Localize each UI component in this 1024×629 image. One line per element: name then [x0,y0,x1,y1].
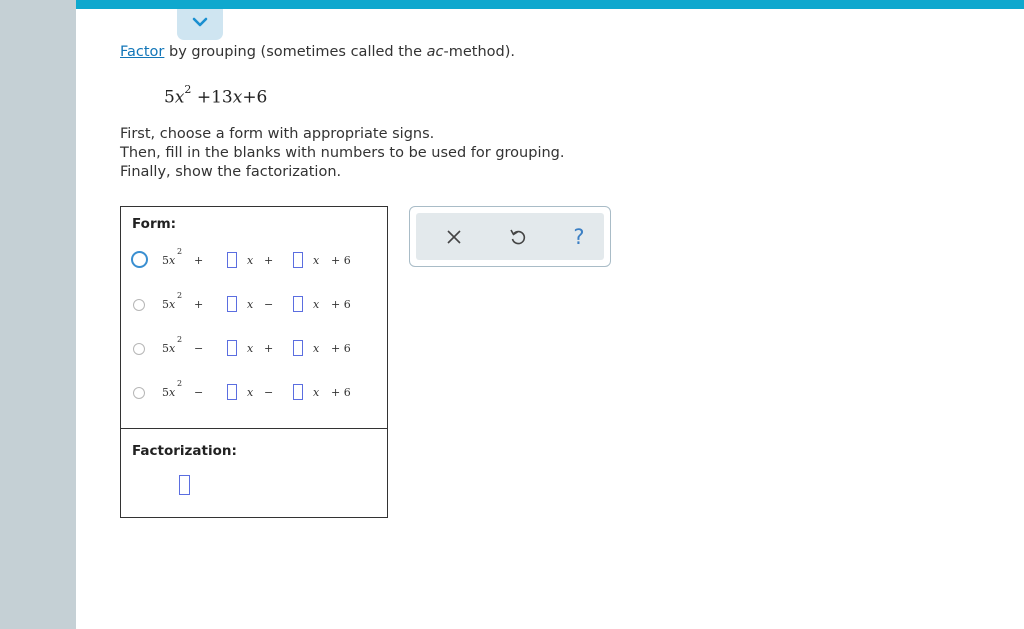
blank-input-1[interactable] [227,340,237,356]
option-radio[interactable] [131,251,148,268]
option-sign-1: − [194,386,204,399]
option-sign-2: − [264,298,274,311]
option-exponent: 2 [177,335,183,344]
instruction-line-2: First, choose a form with appropriate signs. [120,126,435,142]
instruction-text: by grouping (sometimes called the [164,44,427,60]
option-exponent: 2 [177,379,183,388]
option-sign-1: + [194,298,204,311]
option-sign-2: + [264,254,274,267]
option-var: x [169,342,176,355]
chevron-down-icon [191,15,209,29]
option-coef: 5 [162,298,169,311]
tool-bar [416,213,604,260]
undo-icon [506,225,530,249]
blank-input-1[interactable] [227,296,237,312]
option-sign-1: − [194,342,204,355]
blank-input-2[interactable] [293,296,303,312]
polynomial-expression [164,83,268,108]
close-icon [442,225,466,249]
instruction-text-end: -method). [443,44,516,60]
option-exponent: 2 [177,247,183,256]
blank-input-2[interactable] [293,340,303,356]
option-var: x [169,254,176,267]
option-exponent: 2 [177,291,183,300]
form-option-4[interactable] [121,377,387,407]
blank-input-2[interactable] [293,384,303,400]
option-end: + 6 [331,298,351,311]
option-radio[interactable] [133,343,145,355]
blank-input-1[interactable] [227,384,237,400]
option-sign-2: + [264,342,274,355]
option-radio[interactable] [133,387,145,399]
option-mid-var: x [247,298,254,311]
form-option-2[interactable] [121,289,387,319]
instruction-line-1 [120,44,515,60]
option-end-var: x [313,386,320,399]
factor-link[interactable]: Factor [120,44,165,60]
option-end: + 6 [331,386,351,399]
blank-input-2[interactable] [293,252,303,268]
instruction-line-4: Finally, show the factorization. [120,164,342,180]
expr-middle: +13 [196,87,233,108]
option-var: x [169,386,176,399]
option-sign-1: + [194,254,204,267]
expr-var2: x [232,87,243,108]
option-coef: 5 [162,342,169,355]
panel-divider [121,428,387,429]
tool-panel [409,206,611,267]
option-var: x [169,298,176,311]
factorization-input[interactable] [179,475,190,495]
expr-coef: 5 [164,87,175,108]
left-rail [0,0,76,629]
option-end-var: x [313,342,320,355]
option-coef: 5 [162,254,169,267]
option-end-var: x [313,298,320,311]
option-mid-var: x [247,386,254,399]
expr-tail: +6 [242,87,268,108]
option-coef: 5 [162,386,169,399]
option-end-var: x [313,254,320,267]
form-option-3[interactable] [121,333,387,363]
option-mid-var: x [247,254,254,267]
blank-input-1[interactable] [227,252,237,268]
undo-button[interactable] [506,225,530,249]
answer-panel [120,206,388,518]
expr-exponent: 2 [184,83,192,96]
ac-text: ac [426,44,444,60]
clear-button[interactable] [442,225,466,249]
option-sign-2: − [264,386,274,399]
option-end: + 6 [331,342,351,355]
collapse-toggle[interactable] [177,9,223,40]
expr-var: x [174,87,185,108]
form-label: Form: [132,216,177,232]
option-end: + 6 [331,254,351,267]
option-radio[interactable] [133,299,145,311]
factorization-label: Factorization: [132,443,237,459]
form-option-1[interactable] [121,245,387,275]
option-mid-var: x [247,342,254,355]
instruction-line-3: Then, fill in the blanks with numbers to be used for grouping. [120,145,565,161]
help-button[interactable]: ? [573,225,585,249]
top-accent-bar [76,0,1024,9]
